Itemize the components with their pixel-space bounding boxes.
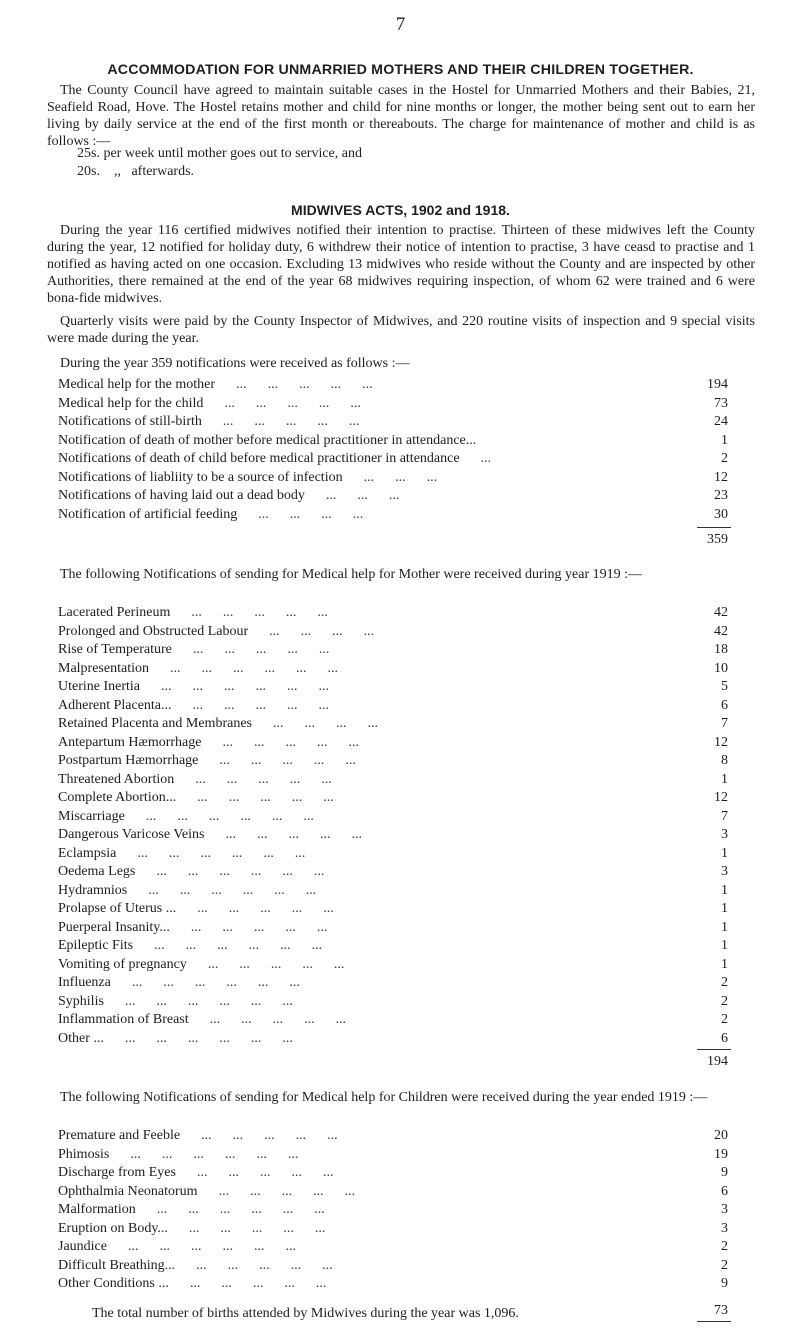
- children-help-row-text: [58, 1164, 333, 1182]
- notification-row: [58, 413, 728, 432]
- children-help-row-leader-dots: ... ... ... ... ...: [188, 1220, 326, 1236]
- children-help-row-label: Phimosis: [58, 1146, 110, 1162]
- mother-help-row: [58, 697, 728, 716]
- mother-help-row-value: 6: [721, 697, 728, 713]
- notification-row-text: [58, 487, 399, 505]
- children-help-row: [58, 1127, 728, 1146]
- mother-help-row-label: Postpartum Hæmorrhage: [58, 753, 199, 768]
- mother-help-row-value: 8: [721, 753, 728, 768]
- mother-help-row-leader-dots: ... ... ... ... ... ...: [131, 975, 300, 990]
- notification-row: [58, 450, 728, 469]
- notification-row-label: Notifications of death of child before medical practitioner in attendance: [58, 451, 460, 466]
- children-help-row: [58, 1220, 728, 1239]
- notification-row-value: 30: [714, 506, 728, 522]
- mother-help-row-value: 3: [721, 864, 728, 879]
- children-help-row: [58, 1257, 728, 1276]
- mother-help-row-label: Threatened Abortion: [58, 771, 175, 787]
- mother-help-row-text: [58, 919, 327, 937]
- children-help-row-leader-dots: ... ... ... ... ... ...: [127, 1239, 296, 1254]
- children-help-row-value: 19: [714, 1146, 728, 1162]
- mother-help-row-label: Syphilis: [58, 993, 104, 1009]
- mother-help-row-leader-dots: ... ... ... ... ...: [219, 753, 356, 768]
- notification-row-label: Notifications of liabliity to be a source of infection: [58, 469, 343, 485]
- children-help-row-value: 2: [721, 1239, 728, 1254]
- children-help-row-text: [58, 1146, 298, 1164]
- mother-help-row-leader-dots: ... ... ... ... ...: [225, 827, 362, 842]
- mother-help-row-label: Influenza: [58, 975, 111, 990]
- children-help-total: 73: [714, 1303, 728, 1318]
- mother-help-row-label: Other ...: [58, 1030, 104, 1046]
- mother-total-rule: [697, 1049, 731, 1050]
- mother-help-row: [58, 604, 728, 623]
- mother-help-row-text: [58, 641, 329, 659]
- children-help-row-text: [58, 1127, 338, 1145]
- mother-help-row: [58, 715, 728, 734]
- mother-help-row: [58, 993, 728, 1012]
- children-help-row-label: Difficult Breathing...: [58, 1257, 176, 1273]
- notification-row-leader-dots: ... ... ...: [363, 469, 438, 485]
- children-help-row-label: Jaundice: [58, 1239, 107, 1254]
- children-help-row-label: Other Conditions ...: [58, 1276, 169, 1291]
- notification-row-value: 73: [714, 395, 728, 411]
- mother-help-row-label: Vomiting of pregnancy: [58, 956, 187, 972]
- children-help-row-leader-dots: ... ... ... ... ...: [201, 1128, 338, 1143]
- notification-row-text: [58, 376, 373, 394]
- notification-row-label: Notification of artificial feeding: [58, 506, 238, 522]
- mother-help-row: [58, 678, 728, 697]
- mother-help-row-leader-dots: ... ... ... ... ... ...: [156, 864, 325, 879]
- mother-help-row: [58, 1011, 728, 1030]
- mother-help-row-value: 42: [714, 605, 728, 620]
- notification-row: [58, 506, 728, 525]
- notification-row-leader-dots: ... ... ... ...: [258, 506, 364, 522]
- accommodation-paragraph: The County Council have agreed to maintain suitable cases in the Hostel for Unmarried Mothers and their Babies, 21, Seafield Road, Hove. The Hostel retains mother and child for nine months or longer, the mother being sent out to earn her living by daily service at the end of the first month or thereabouts. The charge for maintenance of mother and child is as follows :—: [47, 83, 755, 149]
- notification-row-leader-dots: ... ... ... ... ...: [236, 377, 373, 392]
- children-help-row-text: [58, 1275, 326, 1293]
- mother-help-row-text: [58, 734, 359, 752]
- children-help-row-value: 9: [721, 1165, 728, 1180]
- mother-help-row-label: Epileptic Fits: [58, 938, 134, 953]
- notification-row-text: [58, 432, 497, 450]
- mother-help-row: [58, 641, 728, 660]
- mother-help-row-leader-dots: ... ... ... ... ...: [192, 697, 330, 713]
- mother-help-row-leader-dots: ... ... ... ... ... ...: [161, 679, 330, 694]
- children-help-row-value: 2: [721, 1257, 728, 1273]
- mother-help-row-value: 12: [714, 734, 728, 750]
- children-help-row-leader-dots: ... ... ... ... ... ...: [156, 1202, 325, 1217]
- notification-row-value: 24: [714, 414, 728, 429]
- children-help-row-leader-dots: ... ... ... ... ...: [218, 1183, 356, 1199]
- notification-row-leader-dots: ... ... ... ... ...: [222, 414, 360, 429]
- children-total-rule: [697, 1321, 731, 1322]
- section-heading-accommodation: ACCOMMODATION FOR UNMARRIED MOTHERS AND THEIR CHILDREN TOGETHER.: [107, 62, 694, 78]
- children-help-row-label: Eruption on Body...: [58, 1220, 168, 1236]
- mother-help-row-text: [58, 1030, 293, 1048]
- mother-help-row-value: 42: [714, 623, 728, 639]
- mother-help-row-leader-dots: ... ... ... ... ... ...: [169, 660, 338, 676]
- mother-help-row-text: [58, 660, 338, 678]
- mother-help-row-value: 5: [721, 679, 728, 694]
- charge-line-2: 20s. ,, afterwards.: [77, 164, 195, 179]
- mother-help-row-text: [58, 623, 374, 641]
- children-help-row-label: Ophthalmia Neonatorum: [58, 1183, 198, 1199]
- mother-help-row: [58, 771, 728, 790]
- inspection-paragraph: Quarterly visits were paid by the County Inspector of Midwives, and 220 routine visits of inspection and 9 special visits were made during the year.: [47, 314, 755, 346]
- mother-help-row-text: [58, 937, 322, 955]
- mother-help-row-value: 18: [714, 642, 728, 657]
- mother-help-row-text: [58, 956, 344, 974]
- children-help-row-text: [58, 1257, 333, 1275]
- mother-help-row-value: 3: [721, 827, 728, 842]
- mother-help-row: [58, 734, 728, 753]
- mother-help-row-text: [58, 845, 305, 863]
- mother-help-row-value: 1: [721, 901, 728, 916]
- mother-help-row: [58, 863, 728, 882]
- notification-row-leader-dots: ... ... ... ... ...: [224, 395, 361, 411]
- notification-row-label: Medical help for the mother: [58, 377, 216, 392]
- mother-help-row-leader-dots: ... ... ... ...: [272, 716, 378, 731]
- mother-help-row-value: 1: [721, 938, 728, 953]
- children-help-intro: The following Notifications of sending for Medical help for Children were received during the year ended 1919 :—: [60, 1090, 708, 1105]
- mother-help-row-value: 2: [721, 1012, 728, 1027]
- notification-row-text: [58, 413, 359, 431]
- children-help-row-value: 9: [721, 1276, 728, 1291]
- mother-help-row-label: Puerperal Insanity...: [58, 919, 170, 935]
- mother-help-row-leader-dots: ... ... ... ...: [269, 623, 375, 639]
- mother-help-row-label: Complete Abortion...: [58, 790, 177, 805]
- notification-row-text: [58, 506, 363, 524]
- children-help-row-text: [58, 1220, 325, 1238]
- notification-row-leader-dots: ... ... ...: [325, 488, 400, 503]
- mother-help-row-value: 12: [714, 790, 728, 805]
- children-help-row-value: 3: [721, 1202, 728, 1217]
- mother-help-row-leader-dots: ... ... ... ... ...: [222, 734, 359, 750]
- mother-help-row-leader-dots: ... ... ... ... ...: [190, 919, 328, 935]
- mother-help-list: [58, 604, 728, 1048]
- children-help-row-value: 6: [721, 1183, 728, 1199]
- mother-help-row-leader-dots: ... ... ... ... ...: [197, 790, 334, 805]
- notification-row: [58, 469, 728, 488]
- children-help-row: [58, 1183, 728, 1202]
- mother-help-row: [58, 752, 728, 771]
- mother-help-row-label: Eclampsia: [58, 845, 117, 861]
- children-help-row-label: Malformation: [58, 1202, 136, 1217]
- children-help-row-label: Discharge from Eyes: [58, 1165, 176, 1180]
- mother-help-row-label: Dangerous Varicose Veins: [58, 827, 205, 842]
- mother-help-row-value: 2: [721, 975, 728, 990]
- mother-help-row-label: Hydramnios: [58, 882, 128, 898]
- mother-help-row-leader-dots: ... ... ... ... ...: [209, 1012, 347, 1027]
- mother-help-row-text: [58, 771, 332, 789]
- notification-row: [58, 395, 728, 414]
- mother-help-row-label: Miscarriage: [58, 808, 125, 824]
- mother-help-row-label: Malpresentation: [58, 660, 149, 676]
- mother-help-row-text: [58, 752, 356, 770]
- mother-help-row-text: [58, 826, 362, 844]
- notifications-total-rule: [697, 527, 731, 528]
- mother-help-row: [58, 845, 728, 864]
- mother-help-row: [58, 919, 728, 938]
- mother-help-row-value: 7: [721, 808, 728, 824]
- mother-help-row: [58, 956, 728, 975]
- mother-help-row: [58, 789, 728, 808]
- notification-row-value: 12: [714, 469, 728, 485]
- children-help-row: [58, 1238, 728, 1257]
- mother-help-row-text: [58, 863, 324, 881]
- children-help-row: [58, 1164, 728, 1183]
- mother-help-row-leader-dots: ... ... ... ... ... ...: [145, 808, 314, 824]
- mother-help-row-label: Prolonged and Obstructed Labour: [58, 623, 249, 639]
- mother-help-row-text: [58, 900, 334, 918]
- mother-help-row-leader-dots: ... ... ... ... ... ...: [137, 845, 306, 861]
- mother-help-row: [58, 900, 728, 919]
- total-births-line: The total number of births attended by Midwives during the year was 1,096.: [92, 1306, 519, 1321]
- mother-help-row-label: Adherent Placenta...: [58, 697, 172, 713]
- mother-help-row: [58, 660, 728, 679]
- mother-help-row-text: [58, 974, 300, 992]
- notification-row-value: 23: [714, 488, 728, 503]
- mother-help-row-leader-dots: ... ... ... ... ... ...: [148, 882, 317, 898]
- notification-row-label: Notification of death of mother before medical practitioner in attendance...: [58, 432, 477, 448]
- mother-help-row-leader-dots: ... ... ... ... ... ...: [124, 993, 293, 1009]
- mother-help-row-text: [58, 1011, 346, 1029]
- mother-help-row-leader-dots: ... ... ... ... ...: [195, 771, 332, 787]
- midwives-paragraph: During the year 116 certified midwives notified their intention to practise. Thirteen of these midwives left the County during the year, 12 notified for holiday duty, 6 withdrew their notice of intention to practise, 3 have ceasd to practise and 1 notified as having acted on one occasion. Excluding 13 midwives who reside without the County and are inspected by other Authorities, there remained at the end of the year 68 midwives requiring inspection, of whom 62 were trained and 6 were bona-fide midwives.: [47, 223, 755, 306]
- mother-help-row-text: [58, 678, 329, 696]
- children-help-row-value: 3: [721, 1220, 728, 1236]
- mother-help-row-text: [58, 993, 293, 1011]
- mother-help-row-value: 1: [721, 956, 728, 972]
- notifications-list: [58, 376, 728, 524]
- mother-help-row-value: 1: [721, 845, 728, 861]
- mother-help-intro: The following Notifications of sending for Medical help for Mother were received during year 1919 :—: [60, 567, 642, 582]
- children-help-row: [58, 1275, 728, 1294]
- notification-row-text: [58, 469, 437, 487]
- mother-help-row-text: [58, 604, 328, 622]
- mother-help-row-value: 1: [721, 919, 728, 935]
- children-help-row-label: Premature and Feeble: [58, 1128, 181, 1143]
- children-help-row-leader-dots: ... ... ... ... ...: [196, 1165, 334, 1180]
- mother-help-row-value: 10: [714, 660, 728, 676]
- mother-help-row-label: Inflammation of Breast: [58, 1012, 189, 1027]
- notification-row-leader-dots: ...: [480, 451, 492, 466]
- notification-row-text: [58, 395, 361, 413]
- notification-row: [58, 432, 728, 451]
- children-help-row-text: [58, 1201, 325, 1219]
- mother-help-row-label: Rise of Temperature: [58, 642, 172, 657]
- mother-help-row: [58, 974, 728, 993]
- children-help-row: [58, 1201, 728, 1220]
- children-help-row-text: [58, 1183, 355, 1201]
- mother-help-row-label: Retained Placenta and Membranes: [58, 716, 252, 731]
- mother-help-row-value: 7: [721, 716, 728, 731]
- mother-help-row: [58, 808, 728, 827]
- mother-help-row: [58, 937, 728, 956]
- notifications-intro: During the year 359 notifications were received as follows :—: [60, 356, 410, 371]
- children-help-row: [58, 1146, 728, 1165]
- mother-help-row-leader-dots: ... ... ... ... ...: [207, 956, 345, 972]
- notification-row: [58, 487, 728, 506]
- children-help-row-leader-dots: ... ... ... ... ...: [196, 1257, 333, 1273]
- mother-help-row-leader-dots: ... ... ... ... ... ...: [124, 1030, 293, 1046]
- notification-row-label: Medical help for the child: [58, 395, 204, 411]
- mother-help-row-label: Lacerated Perineum: [58, 605, 171, 620]
- mother-help-total: 194: [707, 1054, 728, 1069]
- mother-help-row-value: 2: [721, 993, 728, 1009]
- notification-row-text: [58, 450, 491, 468]
- notification-row-value: 2: [721, 451, 728, 466]
- mother-help-row-text: [58, 697, 329, 715]
- mother-help-row: [58, 826, 728, 845]
- notification-row: [58, 376, 728, 395]
- mother-help-row-leader-dots: ... ... ... ... ...: [192, 642, 330, 657]
- mother-help-row: [58, 882, 728, 901]
- children-help-list: [58, 1127, 728, 1294]
- notification-row-label: Notifications of still-birth: [58, 414, 202, 429]
- notification-row-value: 194: [707, 377, 728, 392]
- mother-help-row-value: 1: [721, 771, 728, 787]
- notification-row-value: 1: [721, 432, 728, 448]
- notifications-total: 359: [707, 532, 728, 547]
- mother-help-row-leader-dots: ... ... ... ... ...: [191, 605, 328, 620]
- mother-help-row-label: Prolapse of Uterus ...: [58, 901, 177, 916]
- notification-row-label: Notifications of having laid out a dead body: [58, 488, 305, 503]
- mother-help-row-label: Antepartum Hæmorrhage: [58, 734, 202, 750]
- mother-help-row: [58, 1030, 728, 1049]
- mother-help-row-leader-dots: ... ... ... ... ... ...: [154, 938, 323, 953]
- charge-line-1: 25s. per week until mother goes out to service, and: [77, 146, 362, 161]
- section-heading-midwives: MIDWIVES ACTS, 1902 and 1918.: [291, 202, 510, 218]
- mother-help-row-text: [58, 789, 334, 807]
- mother-help-row-label: Uterine Inertia: [58, 679, 141, 694]
- mother-help-row-label: Oedema Legs: [58, 864, 136, 879]
- children-help-row-text: [58, 1238, 296, 1256]
- page-number: 7: [395, 14, 406, 35]
- mother-help-row-value: 1: [721, 882, 728, 898]
- mother-help-row-text: [58, 808, 314, 826]
- children-help-row-leader-dots: ... ... ... ... ...: [189, 1276, 327, 1291]
- children-help-row-value: 20: [714, 1128, 728, 1143]
- mother-help-row-leader-dots: ... ... ... ... ...: [197, 901, 334, 916]
- children-help-row-leader-dots: ... ... ... ... ... ...: [130, 1146, 299, 1162]
- mother-help-row-text: [58, 715, 378, 733]
- mother-help-row: [58, 623, 728, 642]
- mother-help-row-text: [58, 882, 316, 900]
- mother-help-row-value: 6: [721, 1030, 728, 1046]
